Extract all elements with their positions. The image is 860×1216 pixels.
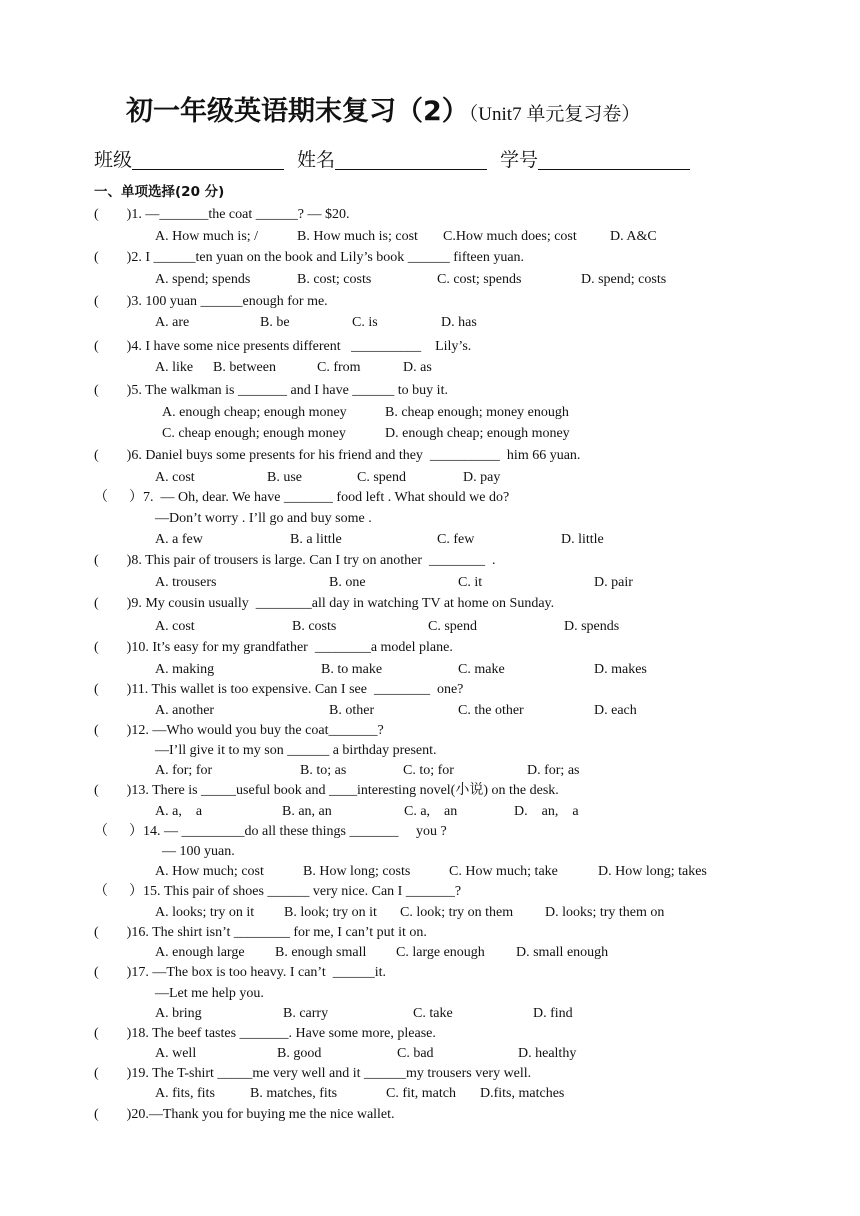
class-field: 班级	[94, 149, 284, 170]
answer-option: A. for; for	[155, 763, 213, 778]
answer-option: C.How much does; cost	[443, 229, 577, 244]
question-stem: ( )17. —The box is too heavy. I can’t ______it.	[94, 965, 387, 980]
answer-option: A. looks; try on it	[155, 905, 255, 920]
answer-option: D. as	[403, 360, 432, 375]
answer-option: D. pay	[463, 470, 501, 485]
answer-option: C. it	[458, 575, 483, 590]
answer-option: B. matches, fits	[250, 1086, 338, 1101]
question-stem: ( )8. This pair of trousers is large. Can I try on another ________ .	[94, 553, 496, 568]
answer-option: B. to make	[321, 662, 383, 677]
answer-option: B. an, an	[282, 804, 332, 819]
answer-option: B. look; try on it	[284, 905, 377, 920]
answer-option: D. pair	[594, 575, 633, 590]
answer-option: B. one	[329, 575, 366, 590]
question-stem: ( )19. The T-shirt _____me very well and it ______my trousers very well.	[94, 1066, 532, 1081]
question-stem: （ ）7. — Oh, dear. We have _______ food left . What should we do?	[94, 490, 510, 505]
question-stem: ( )10. It’s easy for my grandfather ________a model plane.	[94, 640, 453, 655]
answer-option: C. make	[458, 662, 505, 677]
answer-option: A. enough cheap; enough money	[162, 405, 347, 420]
section-title: 一、单项选择(20 分)	[94, 184, 225, 200]
answer-option: A. enough large	[155, 945, 245, 960]
answer-option: C. How much; take	[449, 864, 558, 879]
answer-option: D. for; as	[527, 763, 580, 778]
question-stem: ( )20.—Thank you for buying me the nice wallet.	[94, 1107, 395, 1122]
question-stem: ( )3. 100 yuan ______enough for me.	[94, 294, 328, 309]
name-field: 姓名	[297, 149, 487, 170]
answer-option: D. healthy	[518, 1046, 577, 1061]
answer-option: B. How long; costs	[303, 864, 411, 879]
answer-option: A. trousers	[155, 575, 217, 590]
answer-option: B. use	[267, 470, 302, 485]
id-blank[interactable]	[538, 149, 690, 170]
answer-option: B. a little	[290, 532, 342, 547]
answer-option: B. cost; costs	[297, 272, 372, 287]
answer-option: D. small enough	[516, 945, 609, 960]
answer-option: C. few	[437, 532, 475, 547]
question-stem: ( )12. —Who would you buy the coat_______?	[94, 723, 384, 738]
answer-option: B. enough small	[275, 945, 367, 960]
answer-option: C. fit, match	[386, 1086, 456, 1101]
answer-option: C. a, an	[404, 804, 458, 819]
answer-option: D. spend; costs	[581, 272, 667, 287]
question-stem: ( )2. I ______ten yuan on the book and Lily’s book ______ fifteen yuan.	[94, 250, 525, 265]
answer-option: C. look; try on them	[400, 905, 514, 920]
answer-option: C. is	[352, 315, 378, 330]
answer-option: A. cost	[155, 470, 195, 485]
answer-option: C. from	[317, 360, 361, 375]
title-main: 初一年级英语期末复习（2）	[126, 96, 469, 127]
answer-option: A. a, a	[155, 804, 203, 819]
question-dialogue-line: — 100 yuan.	[162, 844, 235, 859]
answer-option: C. cost; spends	[437, 272, 522, 287]
answer-option: A. are	[155, 315, 190, 330]
question-stem: ( )18. The beef tastes _______. Have some more, please.	[94, 1026, 436, 1041]
answer-option: A. like	[155, 360, 194, 375]
answer-option: B. carry	[283, 1006, 329, 1021]
answer-option: C. spend	[357, 470, 406, 485]
answer-option: C. take	[413, 1006, 453, 1021]
answer-option: B. be	[260, 315, 290, 330]
question-stem: ( )4. I have some nice presents different __________ Lily’s.	[94, 339, 472, 354]
name-blank[interactable]	[335, 149, 487, 170]
answer-option: D. looks; try them on	[545, 905, 665, 920]
answer-option: A. How much is; /	[155, 229, 259, 244]
answer-option: A. How much; cost	[155, 864, 264, 879]
answer-option: B. between	[213, 360, 276, 375]
answer-option: A. making	[155, 662, 215, 677]
question-stem: ( )1. —_______the coat ______? — $20.	[94, 207, 350, 222]
answer-option: D. has	[441, 315, 477, 330]
answer-option: D. find	[533, 1006, 573, 1021]
answer-option: B. cheap enough; money enough	[385, 405, 569, 420]
answer-option: D. an, a	[514, 804, 579, 819]
question-stem: ( )13. There is _____useful book and ____interesting novel(小说) on the desk.	[94, 783, 559, 798]
answer-option: C. spend	[428, 619, 477, 634]
question-dialogue-line: —Let me help you.	[155, 986, 264, 1001]
question-stem: ( )16. The shirt isn’t ________ for me, I can’t put it on.	[94, 925, 427, 940]
answer-option: B. good	[277, 1046, 322, 1061]
answer-option: A. a few	[155, 532, 203, 547]
answer-option: D. A&C	[610, 229, 657, 244]
answer-option: A. spend; spends	[155, 272, 251, 287]
answer-option: D.fits, matches	[480, 1086, 565, 1101]
answer-option: C. bad	[397, 1046, 434, 1061]
answer-option: D. How long; takes	[598, 864, 707, 879]
page-title	[126, 98, 640, 125]
answer-option: C. to; for	[403, 763, 454, 778]
answer-option: D. each	[594, 703, 637, 718]
title-subtitle: （Unit7 单元复习卷）	[468, 104, 641, 125]
answer-option: D. spends	[564, 619, 620, 634]
answer-option: A. fits, fits	[155, 1086, 215, 1101]
class-blank[interactable]	[132, 149, 284, 170]
question-stem: （ ）15. This pair of shoes ______ very nice. Can I _______?	[94, 884, 462, 899]
question-stem: ( )6. Daniel buys some presents for his friend and they __________ him 66 yuan.	[94, 448, 581, 463]
answer-option: A. bring	[155, 1006, 202, 1021]
answer-option: B. How much is; cost	[297, 229, 418, 244]
answer-option: D. makes	[594, 662, 647, 677]
question-stem: （ ）14. — _________do all these things _______ you ?	[94, 824, 447, 839]
question-stem: ( )11. This wallet is too expensive. Can I see ________ one?	[94, 682, 464, 697]
answer-option: B. to; as	[300, 763, 347, 778]
answer-option: B. other	[329, 703, 375, 718]
question-stem: ( )9. My cousin usually ________all day in watching TV at home on Sunday.	[94, 596, 555, 611]
answer-option: C. cheap enough; enough money	[162, 426, 346, 441]
answer-option: A. cost	[155, 619, 195, 634]
answer-option: D. enough cheap; enough money	[385, 426, 570, 441]
question-stem: ( )5. The walkman is _______ and I have ______ to buy it.	[94, 383, 448, 398]
id-field: 学号	[500, 149, 690, 170]
question-dialogue-line: —I’ll give it to my son ______ a birthday present.	[155, 743, 437, 758]
answer-option: D. little	[561, 532, 604, 547]
answer-option: A. another	[155, 703, 215, 718]
question-dialogue-line: —Don’t worry . I’ll go and buy some .	[155, 511, 372, 526]
answer-option: C. large enough	[396, 945, 485, 960]
answer-option: A. well	[155, 1046, 197, 1061]
answer-option: C. the other	[458, 703, 524, 718]
answer-option: B. costs	[292, 619, 337, 634]
